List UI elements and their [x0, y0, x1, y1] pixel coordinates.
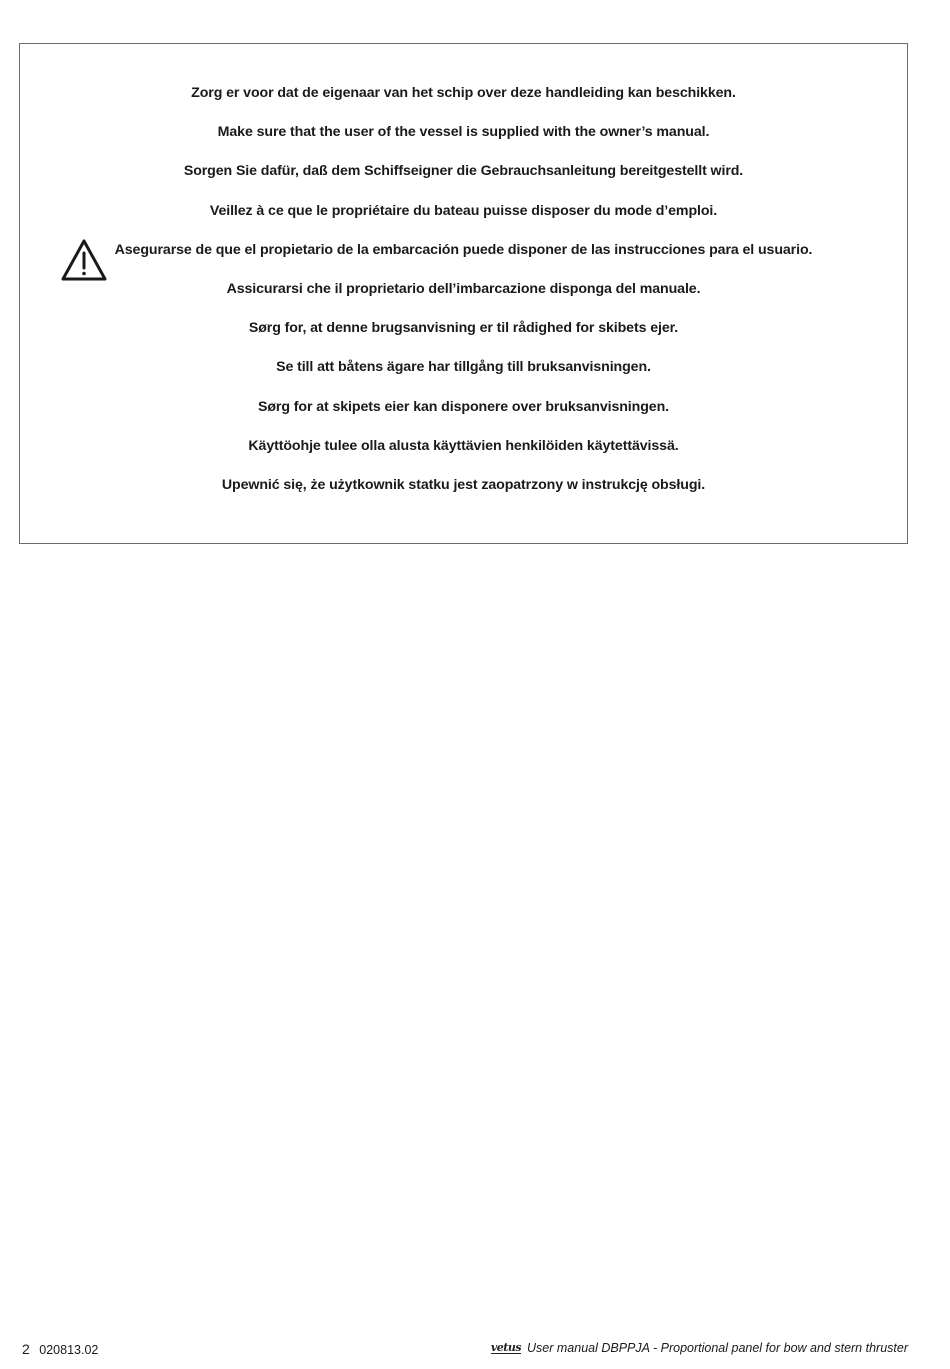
document-title: User manual DBPPJA - Proportional panel for bow and stern thruster [527, 1341, 908, 1355]
notice-line-da: Sørg for, at denne brugsanvisning er til rådighed for skibets ejer. [248, 320, 679, 337]
notice-line-pl: Upewnić się, że użytkownik statku jest zaopatrzony w instrukcję obsługi. [221, 476, 706, 493]
footer-left [22, 1341, 98, 1357]
brand-logo: vetus [490, 1341, 522, 1354]
document-code: 020813.02 [39, 1343, 99, 1357]
footer-right [491, 1341, 908, 1355]
notice-lines [20, 80, 907, 511]
notice-line-it: Assicurarsi che il proprietario dell’imbarcazione disponga del manuale. [226, 280, 701, 297]
notice-line-sv: Se till att båtens ägare har tillgång till bruksanvisningen. [276, 359, 651, 376]
notice-line-no: Sørg for at skipets eier kan disponere over bruksanvisningen. [258, 398, 669, 415]
notice-line-fr: Veillez à ce que le propriétaire du bateau puisse disposer du mode d’emploi. [209, 202, 718, 219]
page-number: 2 [22, 1341, 30, 1357]
notice-line-es: Asegurarse de que el propietario de la embarcación puede disponer de las instrucciones para el usuario. [114, 241, 813, 258]
notice-box [19, 43, 908, 544]
notice-line-nl: Zorg er voor dat de eigenaar van het schip over deze handleiding kan beschikken. [191, 85, 736, 101]
notice-line-de: Sorgen Sie dafür, daß dem Schiffseigner die Gebrauchsanleitung bereitgestellt wird. [183, 163, 744, 180]
notice-line-en: Make sure that the user of the vessel is supplied with the owner’s manual. [217, 124, 710, 141]
notice-line-fi: Käyttöohje tulee olla alusta käyttävien henkilöiden käytettävissä. [248, 437, 679, 454]
